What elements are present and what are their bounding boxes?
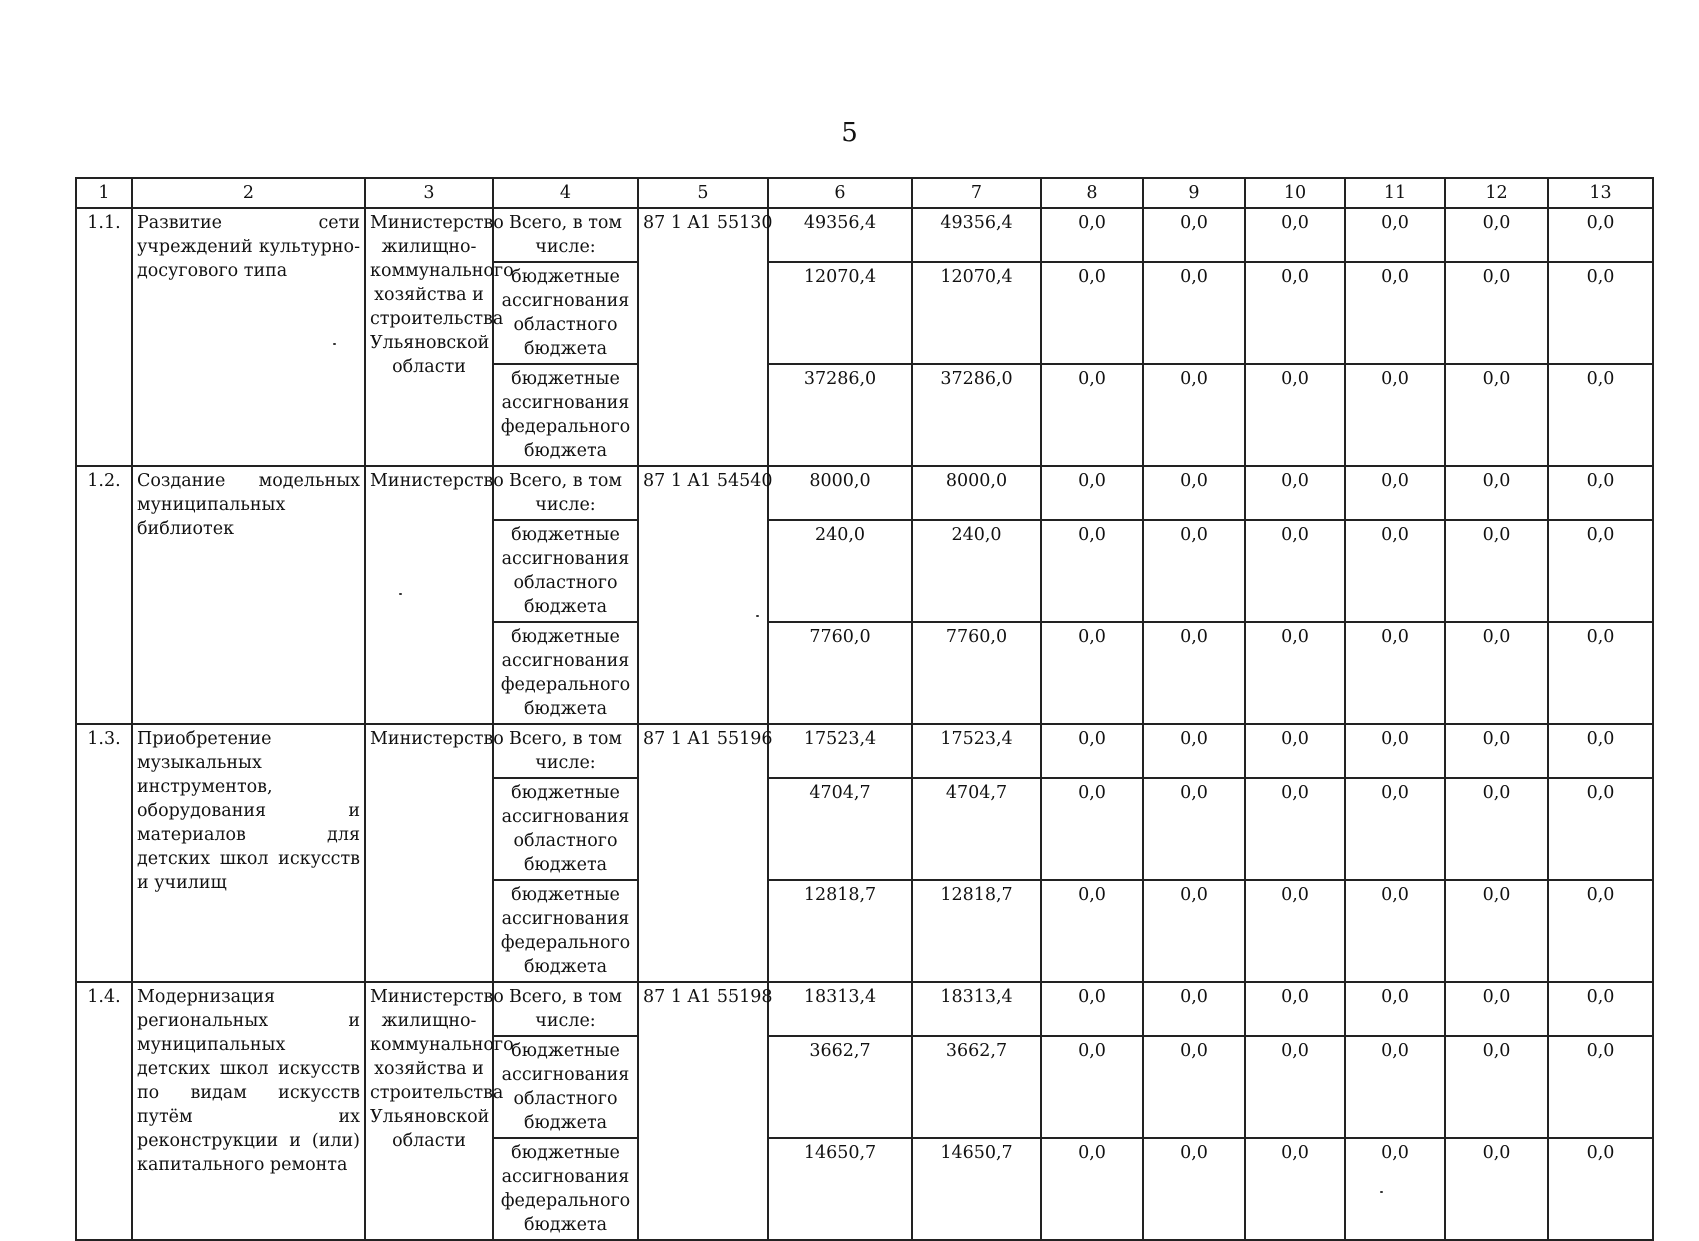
- amount-cell: 0,0: [1143, 262, 1245, 364]
- amount-cell: 0,0: [1345, 466, 1445, 520]
- amount-cell: 0,0: [1445, 1138, 1548, 1240]
- amount-cell: 0,0: [1445, 262, 1548, 364]
- amount-cell: 0,0: [1345, 364, 1445, 466]
- measure-name: Развитие сети учреждений культурно-досугового типа: [132, 208, 365, 466]
- amount-cell: 7760,0: [768, 622, 912, 724]
- amount-cell: 0,0: [1345, 724, 1445, 778]
- amount-cell: 0,0: [1345, 982, 1445, 1036]
- page-number: 5: [841, 118, 858, 148]
- amount-cell: 0,0: [1445, 466, 1548, 520]
- column-header: 2: [132, 178, 365, 208]
- amount-cell: 0,0: [1445, 982, 1548, 1036]
- funding-source: бюджетные ассигнования областного бюджета: [493, 1036, 638, 1138]
- column-header: 9: [1143, 178, 1245, 208]
- amount-cell: 0,0: [1143, 982, 1245, 1036]
- scan-speck: [399, 593, 402, 595]
- amount-cell: 0,0: [1445, 622, 1548, 724]
- measure-name: Модернизация региональных и муниципальных детских школ искусств по видам искусств путём их реконструкции и (или) капитального ремонта: [132, 982, 365, 1240]
- amount-cell: 18313,4: [768, 982, 912, 1036]
- amount-cell: 0,0: [1345, 1036, 1445, 1138]
- table-row: [76, 724, 1653, 778]
- amount-cell: 0,0: [1345, 1138, 1445, 1240]
- amount-cell: 0,0: [1245, 724, 1345, 778]
- budget-code: 87 1 A1 55198: [638, 982, 768, 1240]
- amount-cell: 0,0: [1245, 880, 1345, 982]
- amount-cell: 0,0: [1143, 1036, 1245, 1138]
- budget-table: [75, 177, 1654, 1241]
- amount-cell: 0,0: [1548, 208, 1653, 262]
- table-row: [76, 466, 1653, 520]
- amount-cell: 0,0: [1445, 778, 1548, 880]
- amount-cell: 0,0: [1041, 1138, 1143, 1240]
- amount-cell: 0,0: [1548, 1138, 1653, 1240]
- amount-cell: 0,0: [1041, 880, 1143, 982]
- amount-cell: 0,0: [1245, 622, 1345, 724]
- amount-cell: 0,0: [1445, 880, 1548, 982]
- funding-source: бюджетные ассигнования федерального бюджета: [493, 622, 638, 724]
- amount-cell: 0,0: [1548, 778, 1653, 880]
- amount-cell: 0,0: [1548, 982, 1653, 1036]
- amount-cell: 0,0: [1041, 520, 1143, 622]
- scan-speck: [1380, 1191, 1383, 1193]
- amount-cell: 7760,0: [912, 622, 1041, 724]
- amount-cell: 0,0: [1143, 778, 1245, 880]
- amount-cell: 0,0: [1143, 208, 1245, 262]
- responsible-org: Министерство: [365, 466, 493, 724]
- amount-cell: 0,0: [1143, 466, 1245, 520]
- amount-cell: 0,0: [1245, 1138, 1345, 1240]
- amount-cell: 0,0: [1143, 880, 1245, 982]
- amount-cell: 0,0: [1445, 208, 1548, 262]
- amount-cell: 0,0: [1445, 724, 1548, 778]
- amount-cell: 0,0: [1245, 520, 1345, 622]
- measure-name: Создание модельных муниципальных библиотек: [132, 466, 365, 724]
- amount-cell: 0,0: [1245, 208, 1345, 262]
- amount-cell: 0,0: [1345, 262, 1445, 364]
- amount-cell: 0,0: [1143, 724, 1245, 778]
- column-header: 11: [1345, 178, 1445, 208]
- header-row: [76, 178, 1653, 208]
- amount-cell: 0,0: [1041, 262, 1143, 364]
- amount-cell: 0,0: [1548, 1036, 1653, 1138]
- amount-cell: 0,0: [1445, 520, 1548, 622]
- amount-cell: 0,0: [1143, 1138, 1245, 1240]
- table-row: [76, 982, 1653, 1036]
- budget-code: 87 1 A1 55130: [638, 208, 768, 466]
- amount-cell: 17523,4: [912, 724, 1041, 778]
- funding-source: бюджетные ассигнования федерального бюджета: [493, 364, 638, 466]
- budget-code: 87 1 A1 55196: [638, 724, 768, 982]
- measure-name: Приобретение музыкальных инструментов, оборудования и материалов для детских школ искусств и училищ: [132, 724, 365, 982]
- amount-cell: 0,0: [1345, 520, 1445, 622]
- amount-cell: 0,0: [1345, 622, 1445, 724]
- funding-source: Всего, в том числе:: [493, 982, 638, 1036]
- amount-cell: 3662,7: [768, 1036, 912, 1138]
- amount-cell: 37286,0: [912, 364, 1041, 466]
- funding-source: бюджетные ассигнования федерального бюджета: [493, 880, 638, 982]
- responsible-org: Министерство жилищно-коммунального хозяйства и строительства Ульяновской области: [365, 982, 493, 1240]
- amount-cell: 0,0: [1445, 364, 1548, 466]
- scan-speck: [756, 615, 759, 617]
- amount-cell: 0,0: [1245, 778, 1345, 880]
- funding-source: Всего, в том числе:: [493, 208, 638, 262]
- amount-cell: 0,0: [1041, 364, 1143, 466]
- column-header: 3: [365, 178, 493, 208]
- amount-cell: 18313,4: [912, 982, 1041, 1036]
- amount-cell: 0,0: [1143, 364, 1245, 466]
- amount-cell: 0,0: [1245, 466, 1345, 520]
- amount-cell: 0,0: [1345, 208, 1445, 262]
- amount-cell: 0,0: [1245, 1036, 1345, 1138]
- amount-cell: 0,0: [1245, 982, 1345, 1036]
- funding-source: Всего, в том числе:: [493, 466, 638, 520]
- budget-code: 87 1 A1 54540: [638, 466, 768, 724]
- column-header: 6: [768, 178, 912, 208]
- funding-source: бюджетные ассигнования областного бюджета: [493, 778, 638, 880]
- amount-cell: 240,0: [768, 520, 912, 622]
- funding-source: бюджетные ассигнования федерального бюджета: [493, 1138, 638, 1240]
- amount-cell: 49356,4: [768, 208, 912, 262]
- amount-cell: 0,0: [1041, 778, 1143, 880]
- amount-cell: 0,0: [1143, 520, 1245, 622]
- amount-cell: 12818,7: [768, 880, 912, 982]
- amount-cell: 0,0: [1143, 622, 1245, 724]
- amount-cell: 0,0: [1345, 778, 1445, 880]
- amount-cell: 0,0: [1445, 1036, 1548, 1138]
- responsible-org: Министерство жилищно-коммунального хозяйства и строительства Ульяновской области: [365, 208, 493, 466]
- amount-cell: 0,0: [1548, 262, 1653, 364]
- column-header: 12: [1445, 178, 1548, 208]
- responsible-org: Министерство: [365, 724, 493, 982]
- table-row: [76, 208, 1653, 262]
- amount-cell: 17523,4: [768, 724, 912, 778]
- row-number: 1.2.: [76, 466, 132, 724]
- amount-cell: 37286,0: [768, 364, 912, 466]
- amount-cell: 14650,7: [768, 1138, 912, 1240]
- column-header: 10: [1245, 178, 1345, 208]
- amount-cell: 0,0: [1041, 724, 1143, 778]
- funding-source: бюджетные ассигнования областного бюджета: [493, 262, 638, 364]
- amount-cell: 49356,4: [912, 208, 1041, 262]
- amount-cell: 8000,0: [912, 466, 1041, 520]
- amount-cell: 3662,7: [912, 1036, 1041, 1138]
- amount-cell: 12070,4: [912, 262, 1041, 364]
- amount-cell: 0,0: [1245, 262, 1345, 364]
- amount-cell: 240,0: [912, 520, 1041, 622]
- amount-cell: 14650,7: [912, 1138, 1041, 1240]
- row-number: 1.1.: [76, 208, 132, 466]
- column-header: 1: [76, 178, 132, 208]
- column-header: 13: [1548, 178, 1653, 208]
- amount-cell: 0,0: [1041, 982, 1143, 1036]
- column-header: 7: [912, 178, 1041, 208]
- column-header: 4: [493, 178, 638, 208]
- amount-cell: 0,0: [1548, 724, 1653, 778]
- column-header: 8: [1041, 178, 1143, 208]
- amount-cell: 12818,7: [912, 880, 1041, 982]
- amount-cell: 0,0: [1245, 364, 1345, 466]
- amount-cell: 0,0: [1041, 208, 1143, 262]
- funding-source: Всего, в том числе:: [493, 724, 638, 778]
- amount-cell: 8000,0: [768, 466, 912, 520]
- amount-cell: 12070,4: [768, 262, 912, 364]
- amount-cell: 0,0: [1041, 622, 1143, 724]
- amount-cell: 0,0: [1548, 880, 1653, 982]
- amount-cell: 0,0: [1548, 466, 1653, 520]
- column-header: 5: [638, 178, 768, 208]
- amount-cell: 4704,7: [768, 778, 912, 880]
- amount-cell: 0,0: [1548, 364, 1653, 466]
- amount-cell: 0,0: [1041, 1036, 1143, 1138]
- amount-cell: 0,0: [1548, 520, 1653, 622]
- amount-cell: 0,0: [1548, 622, 1653, 724]
- row-number: 1.3.: [76, 724, 132, 982]
- row-number: 1.4.: [76, 982, 132, 1240]
- amount-cell: 4704,7: [912, 778, 1041, 880]
- amount-cell: 0,0: [1345, 880, 1445, 982]
- scan-speck: [333, 343, 336, 345]
- funding-source: бюджетные ассигнования областного бюджета: [493, 520, 638, 622]
- amount-cell: 0,0: [1041, 466, 1143, 520]
